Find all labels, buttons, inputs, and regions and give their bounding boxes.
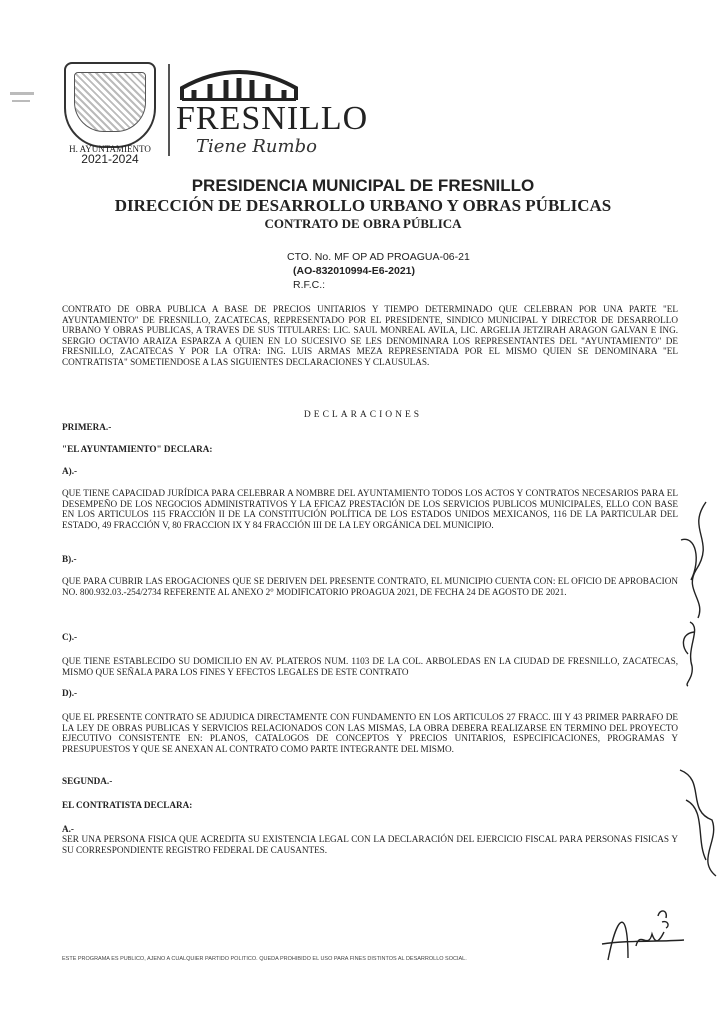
contratista-declara-heading: EL CONTRATISTA DECLARA: xyxy=(62,800,193,810)
margin-signature-2 xyxy=(676,618,706,688)
clause-d-text: QUE EL PRESENTE CONTRATO SE ADJUDICA DIRECTAMENTE CON FUNDAMENTO EN LOS ARTICULOS 27 FRACC. III Y 43 PRIMER PARRAFO DE LA LEY DE OBRAS PUBLICAS Y SERVICIOS RELACIONADOS CON LAS MISMAS, LA OBRA DEBERA REALIZARSE EN TERMINO DEL PROYECTO EJECUTIVO CONSISTENTE EN: PLANOS, CATALOGOS DE CONCEPTOS Y PRECIOS UNITARIOS, ESPECIFICACIONES, PROGRAMAS Y PRESUPUESTOS Y QUE SE ANEXAN AL CONTRATO COMO PARTE INTEGRANTE DEL MISMO. xyxy=(62,712,678,754)
clause-d-label: D).- xyxy=(62,688,78,698)
scan-artifact xyxy=(12,100,30,102)
clause-a2-label: A.- xyxy=(62,824,74,834)
contract-number: CTO. No. MF OP AD PROAGUA-06-21 xyxy=(287,251,470,263)
rfc-label: R.F.C.: xyxy=(293,279,326,291)
scan-artifact xyxy=(10,92,34,95)
clause-a-label: A).- xyxy=(62,466,78,476)
clause-c-text: QUE TIENE ESTABLECIDO SU DOMICILIO EN AV. PLATEROS NUM. 1103 DE LA COL. ARBOLEDAS EN LA CIUDAD DE FRESNILLO, ZACATECAS, MISMO QUE SEÑALA PARA LOS FINES Y EFECTOS LEGALES DE ESTE CONTRATO xyxy=(62,656,678,677)
seal-caption: H. AYUNTAMIENTO xyxy=(69,144,151,154)
building-arch-icon xyxy=(180,62,298,102)
segunda-heading: SEGUNDA.- xyxy=(62,776,113,786)
intro-paragraph: CONTRATO DE OBRA PUBLICA A BASE DE PRECIOS UNITARIOS Y TIEMPO DETERMINADO QUE CELEBRAN POR UNA PARTE "EL AYUNTAMIENTO" DE FRESNILLO, ZACATECAS, REPRESENTADO POR EL PRESIDENTE, SINDICO MUNICIPAL Y DIRECTOR DE DESARROLLO URBANO Y OBRAS PUBLICAS, A TRAVES DE SUS TITULARES: LIC. SAUL MONREAL AVILA, LIC. ARGELIA JETZIRAH ARAGON GALVAN E ING. SERGIO OCTAVIO ARAIZA ESPARZA A QUIEN EN LO SUCESIVO SE LES DENOMINARA LOS REPRESENTANTES DEL "AYUNTAMIENTO" DE FRESNILLO, ZACATECAS Y POR LA OTRA: ING. LUIS ARMAS MEZA REPRESENTADA POR EL MISMO QUIEN SE DENOMINARA "EL CONTRATISTA" SOMETIENDOSE A LAS SIGUIENTES DECLARACIONES Y CLAUSULAS. xyxy=(62,304,678,367)
contract-code: (AO-832010994-E6-2021) xyxy=(293,265,415,277)
brand-slogan: Tiene Rumbo xyxy=(196,136,317,157)
margin-signature-1 xyxy=(676,500,720,620)
clause-b-text: QUE PARA CUBRIR LAS EROGACIONES QUE SE DERIVEN DEL PRESENTE CONTRATO, EL MUNICIPIO CUENTA CON: EL OFICIO DE APROBACION NO. 800.932.03.-254/2734 REFERENTE AL ANEXO 2° MODIFICATORIO PROAGUA 2021, DE FECHA 24 DE AGOSTO DE 2021. xyxy=(62,576,678,597)
footer-disclaimer: ESTE PROGRAMA ES PUBLICO, AJENO A CUALQUIER PARTIDO POLITICO. QUEDA PROHIBIDO EL USO PARA FINES DISTINTOS AL DESARROLLO SOCIAL. xyxy=(62,956,467,962)
contract-info xyxy=(287,250,470,292)
ayuntamiento-declara-heading: "EL AYUNTAMIENTO" DECLARA: xyxy=(62,444,213,454)
administration-years: 2021-2024 xyxy=(81,152,139,166)
margin-signature-3 xyxy=(676,760,722,880)
document-type: CONTRATO DE OBRA PÚBLICA xyxy=(264,216,462,231)
municipal-seal xyxy=(64,62,156,148)
department-title: DIRECCIÓN DE DESARROLLO URBANO Y OBRAS PÚBLICAS xyxy=(114,196,612,215)
clause-b-label: B).- xyxy=(62,554,77,564)
ayuntamiento-caption xyxy=(60,144,160,164)
declaraciones-heading: DECLARACIONES xyxy=(303,410,423,420)
clause-c-label: C).- xyxy=(62,632,78,642)
primera-heading: PRIMERA.- xyxy=(62,422,112,432)
brand-logo-text: FRESNILLO xyxy=(176,100,369,137)
header-divider xyxy=(168,64,170,156)
clause-a-text: QUE TIENE CAPACIDAD JURÍDICA PARA CELEBRAR A NOMBRE DEL AYUNTAMIENTO TODOS LOS ACTOS Y CONTRATOS NECESARIOS PARA EL DESEMPEÑO DE LOS NEGOCIOS ADMINISTRATIVOS Y LA EFICAZ PRESTACIÓN DE LOS SERVICIOS PUBLICOS MUNICIPALES, ELLO CON BASE EN LOS ARTICULOS 115 FRACCIÓN II DE LA CONSTITUCIÓN POLÍTICA DE LOS ESTADOS UNIDOS MEXICANOS, 116 DE LA PARTICULAR DEL ESTADO, 49 FRACCIÓN V, 80 FRACCION IX Y 84 FRACCIÓN III DE LA LEY ORGÁNICA DEL MUNICIPIO. xyxy=(62,488,678,530)
clause-a2-text: SER UNA PERSONA FISICA QUE ACREDITA SU EXISTENCIA LEGAL CON LA DECLARACIÓN DEL EJERCICIO FISCAL PARA PERSONAS FISICAS Y SU CORRESPONDIENTE REGISTRO FEDERAL DE CAUSANTES. xyxy=(62,834,678,855)
page-title: PRESIDENCIA MUNICIPAL DE FRESNILLO xyxy=(191,176,535,195)
contractor-signature xyxy=(598,900,688,970)
